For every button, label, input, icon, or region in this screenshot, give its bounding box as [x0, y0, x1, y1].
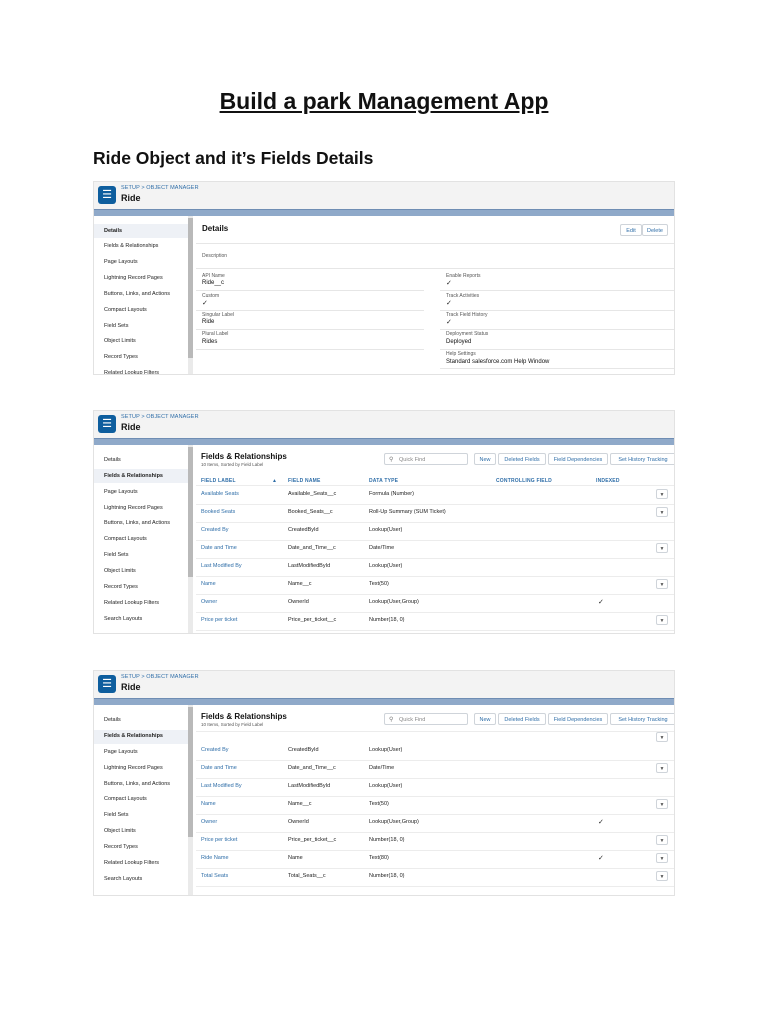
field-name-cell: LastModifiedById [288, 783, 331, 789]
sidebar-item-field-sets[interactable]: Field Sets [104, 552, 129, 558]
field-dependencies-button[interactable]: Field Dependencies [548, 453, 608, 465]
sidebar-item-search-layouts[interactable]: Search Layouts [104, 876, 143, 882]
scrollbar-thumb[interactable] [188, 218, 193, 358]
field-name-cell: Available_Seats__c [288, 491, 337, 497]
field-name-cell: Name [288, 855, 303, 861]
sidebar-item-details[interactable]: Details [104, 457, 121, 463]
sidebar-item-lightning-pages[interactable]: Lightning Record Pages [104, 765, 163, 771]
row-divider [196, 778, 674, 779]
deployment-status-value: Deployed [446, 339, 472, 345]
sidebar-scrollbar[interactable] [188, 705, 193, 895]
singular-label-label: Singular Label [202, 312, 234, 318]
check-icon: ✓ [446, 319, 452, 326]
sidebar-item-fields[interactable]: Fields & Relationships [104, 733, 163, 739]
search-placeholder: Quick Find [399, 457, 426, 463]
track-activities-label: Track Activities [446, 293, 480, 299]
field-name-cell: CreatedById [288, 747, 319, 753]
field-name-cell: OwnerId [288, 599, 309, 605]
deleted-fields-button[interactable]: Deleted Fields [498, 713, 546, 725]
track-field-history-label: Track Field History [446, 312, 488, 318]
object-name: Ride [121, 422, 141, 432]
field-label-link[interactable]: Name [201, 581, 216, 587]
breadcrumb[interactable]: SETUP > OBJECT MANAGER [121, 185, 199, 191]
row-divider [196, 504, 674, 505]
setup-sidebar [94, 705, 192, 895]
layers-icon: ☰ [98, 675, 116, 693]
field-name-cell: OwnerId [288, 819, 309, 825]
sidebar-item-page-layouts[interactable]: Page Layouts [104, 259, 138, 265]
quick-find-input[interactable] [384, 453, 468, 465]
details-panel [196, 216, 674, 374]
sidebar-item-buttons[interactable]: Buttons, Links, and Actions [104, 520, 171, 526]
check-icon: ✓ [202, 300, 208, 307]
row-divider [196, 540, 674, 541]
fields-panel [196, 705, 674, 895]
description-label: Description [202, 253, 228, 259]
object-header [94, 671, 674, 698]
sort-arrow-icon[interactable]: ▲ [272, 478, 278, 484]
divider [440, 368, 674, 369]
data-type-cell: Text(50) [369, 801, 389, 807]
sidebar-item-lightning-pages[interactable]: Lightning Record Pages [104, 275, 163, 281]
row-divider [196, 612, 674, 613]
field-name-cell: Date_and_Time__c [288, 765, 336, 771]
divider [196, 268, 674, 269]
row-actions-dropdown[interactable]: ▼ [656, 853, 668, 863]
delete-button[interactable]: Delete [642, 224, 668, 236]
field-name-cell: Price_per_ticket__c [288, 837, 337, 843]
divider [440, 310, 674, 311]
row-actions-dropdown[interactable]: ▼ [656, 871, 668, 881]
help-settings-label: Help Settings [446, 351, 476, 357]
column-header-controlling-field[interactable]: CONTROLLING FIELD [496, 478, 552, 484]
object-header [94, 182, 674, 209]
fields-screenshot-scrolled [93, 670, 675, 896]
panel-title: Fields & Relationships [201, 712, 287, 721]
field-dependencies-button[interactable]: Field Dependencies [548, 713, 608, 725]
section-title: Ride Object and it’s Fields Details [93, 148, 374, 168]
divider [196, 310, 424, 311]
sidebar-scrollbar[interactable] [188, 445, 193, 633]
field-label-link[interactable]: Date and Time [201, 765, 237, 771]
field-name-cell: Booked_Seats__c [288, 509, 333, 515]
row-divider [196, 796, 674, 797]
data-type-cell: Lookup(User) [369, 747, 403, 753]
check-icon: ✓ [446, 300, 452, 307]
field-label-link[interactable]: Last Modified By [201, 783, 242, 789]
row-divider [196, 760, 674, 761]
sidebar-item-buttons[interactable]: Buttons, Links, and Actions [104, 781, 171, 787]
object-name: Ride [121, 193, 141, 203]
row-actions-dropdown[interactable]: ▼ [656, 732, 668, 742]
header-divider [196, 485, 674, 486]
field-label-link[interactable]: Available Seats [201, 491, 239, 497]
custom-label: Custom [202, 293, 220, 299]
column-header-field-name[interactable]: FIELD NAME [288, 478, 321, 484]
field-label-link[interactable]: Total Seats [201, 873, 229, 879]
data-type-cell: Text(50) [369, 581, 389, 587]
panel-subtitle: 10 Items, Sorted by Field Label [201, 722, 264, 727]
divider [196, 290, 424, 291]
indexed-check-icon: ✓ [598, 599, 604, 606]
divider [440, 329, 674, 330]
row-actions-dropdown[interactable]: ▼ [656, 543, 668, 553]
check-icon: ✓ [446, 280, 452, 287]
field-name-cell: CreatedById [288, 527, 319, 533]
breadcrumb[interactable]: SETUP > OBJECT MANAGER [121, 414, 199, 420]
row-actions-dropdown[interactable]: ▼ [656, 763, 668, 773]
sidebar-item-object-limits[interactable]: Object Limits [104, 568, 136, 574]
set-history-tracking-button[interactable]: Set History Tracking [610, 713, 675, 725]
field-name-cell: Date_and_Time__c [288, 545, 336, 551]
fields-screenshot-top [93, 410, 675, 634]
field-name-cell: Name__c [288, 581, 312, 587]
row-divider [196, 814, 674, 815]
sidebar-item-object-limits[interactable]: Object Limits [104, 828, 136, 834]
row-divider [196, 886, 674, 887]
data-type-cell: Formula (Number) [369, 491, 414, 497]
column-header-data-type[interactable]: DATA TYPE [369, 478, 399, 484]
row-divider [196, 576, 674, 577]
row-divider [196, 630, 674, 631]
search-placeholder: Quick Find [399, 717, 426, 723]
help-settings-value: Standard salesforce.com Help Window [446, 359, 550, 365]
breadcrumb[interactable]: SETUP > OBJECT MANAGER [121, 674, 199, 680]
divider [196, 349, 424, 350]
sidebar-item-compact-layouts[interactable]: Compact Layouts [104, 307, 147, 313]
sidebar-item-page-layouts[interactable]: Page Layouts [104, 489, 138, 495]
deployment-status-label: Deployment Status [446, 331, 489, 337]
divider [196, 329, 424, 330]
field-label-link[interactable]: Created By [201, 747, 229, 753]
divider [440, 349, 674, 350]
layers-icon: ☰ [98, 415, 116, 433]
row-actions-dropdown[interactable]: ▼ [656, 835, 668, 845]
panel-title: Fields & Relationships [201, 452, 287, 461]
column-header-indexed[interactable]: INDEXED [596, 478, 620, 484]
plural-label-label: Plural Label [202, 331, 229, 337]
divider [196, 243, 674, 244]
sidebar-item-record-types[interactable]: Record Types [104, 354, 138, 360]
singular-label-value: Ride [202, 319, 215, 325]
object-name: Ride [121, 682, 141, 692]
field-label-link[interactable]: Owner [201, 819, 218, 825]
data-type-cell: Lookup(User) [369, 563, 403, 569]
column-header-field-label[interactable]: FIELD LABEL [201, 478, 236, 484]
row-divider [196, 868, 674, 869]
search-icon: ⚲ [389, 717, 394, 723]
sidebar-item-field-sets[interactable]: Field Sets [104, 323, 129, 329]
quick-find-input[interactable] [384, 713, 468, 725]
field-label-link[interactable]: Date and Time [201, 545, 237, 551]
field-name-cell: Name__c [288, 801, 312, 807]
api-name-label: API Name [202, 273, 225, 279]
field-name-cell: Price_per_ticket__c [288, 617, 337, 623]
data-type-cell: Roll-Up Summary (SUM Ticket) [369, 509, 446, 515]
field-name-cell: LastModifiedById [288, 563, 331, 569]
data-type-cell: Text(80) [369, 855, 389, 861]
set-history-tracking-button[interactable]: Set History Tracking [610, 453, 675, 465]
sidebar-item-lookup-filters[interactable]: Related Lookup Filters [104, 370, 160, 375]
sidebar-item-fields[interactable]: Fields & Relationships [104, 243, 159, 249]
row-divider [196, 522, 674, 523]
data-type-cell: Date/Time [369, 765, 395, 771]
sidebar-item-buttons[interactable]: Buttons, Links, and Actions [104, 291, 171, 297]
row-divider [196, 594, 674, 595]
data-type-cell: Lookup(User,Group) [369, 599, 419, 605]
edit-button[interactable]: Edit [620, 224, 642, 236]
sidebar-item-fields[interactable]: Fields & Relationships [104, 473, 163, 479]
row-actions-dropdown[interactable]: ▼ [656, 615, 668, 625]
object-header [94, 411, 674, 438]
field-label-link[interactable]: Booked Seats [201, 509, 236, 515]
data-type-cell: Number(18, 0) [369, 873, 405, 879]
data-type-cell: Lookup(User) [369, 783, 403, 789]
fields-panel [196, 445, 674, 633]
document-title: Build a park Management App [219, 88, 549, 114]
row-divider [196, 832, 674, 833]
field-label-link[interactable]: Price per ticket [201, 617, 238, 623]
field-label-link[interactable]: Created By [201, 527, 229, 533]
field-label-link[interactable]: Last Modified By [201, 563, 242, 569]
setup-sidebar [94, 445, 192, 633]
setup-sidebar [94, 216, 192, 374]
deleted-fields-button[interactable]: Deleted Fields [498, 453, 546, 465]
header-divider [196, 731, 674, 732]
data-type-cell: Number(18, 0) [369, 837, 405, 843]
sidebar-item-record-types[interactable]: Record Types [104, 584, 138, 590]
plural-label-value: Rides [202, 339, 218, 345]
new-button[interactable]: New [474, 713, 496, 725]
sidebar-item-object-limits[interactable]: Object Limits [104, 338, 136, 344]
divider [440, 290, 674, 291]
row-actions-dropdown[interactable]: ▼ [656, 489, 668, 499]
panel-subtitle: 10 Items, Sorted by Field Label [201, 462, 264, 467]
indexed-check-icon: ✓ [598, 819, 604, 826]
indexed-check-icon: ✓ [598, 855, 604, 862]
enable-reports-label: Enable Reports [446, 273, 481, 279]
row-actions-dropdown[interactable]: ▼ [656, 579, 668, 589]
field-label-link[interactable]: Owner [201, 599, 218, 605]
panel-title: Details [202, 224, 229, 233]
row-divider [196, 850, 674, 851]
field-label-link[interactable]: Price per ticket [201, 837, 238, 843]
header-band [94, 438, 674, 445]
field-name-cell: Total_Seats__c [288, 873, 326, 879]
sidebar-item-lightning-pages[interactable]: Lightning Record Pages [104, 505, 163, 511]
scrollbar-thumb[interactable] [188, 447, 193, 577]
details-screenshot [93, 181, 675, 375]
row-divider [196, 558, 674, 559]
data-type-cell: Date/Time [369, 545, 395, 551]
sidebar-item-record-types[interactable]: Record Types [104, 844, 138, 850]
data-type-cell: Lookup(User) [369, 527, 403, 533]
sidebar-item-lookup-filters[interactable]: Related Lookup Filters [104, 600, 160, 606]
sidebar-item-compact-layouts[interactable]: Compact Layouts [104, 536, 147, 542]
sidebar-item-field-sets[interactable]: Field Sets [104, 812, 129, 818]
header-band [94, 209, 674, 216]
api-name-value: Ride__c [202, 280, 225, 286]
field-label-link[interactable]: Name [201, 801, 216, 807]
data-type-cell: Lookup(User,Group) [369, 819, 419, 825]
sidebar-item-search-layouts[interactable]: Search Layouts [104, 616, 143, 622]
sidebar-item-compact-layouts[interactable]: Compact Layouts [104, 796, 147, 802]
field-label-link[interactable]: Ride Name [201, 855, 229, 861]
sidebar-item-details[interactable]: Details [104, 717, 121, 723]
sidebar-item-details[interactable]: Details [104, 228, 123, 234]
scrollbar-thumb[interactable] [188, 707, 193, 837]
sidebar-scrollbar[interactable] [188, 216, 193, 374]
new-button[interactable]: New [474, 453, 496, 465]
row-actions-dropdown[interactable]: ▼ [656, 507, 668, 517]
layers-icon: ☰ [98, 186, 116, 204]
search-icon: ⚲ [389, 457, 394, 463]
row-actions-dropdown[interactable]: ▼ [656, 799, 668, 809]
sidebar-item-page-layouts[interactable]: Page Layouts [104, 749, 138, 755]
header-band [94, 698, 674, 705]
data-type-cell: Number(18, 0) [369, 617, 405, 623]
sidebar-item-lookup-filters[interactable]: Related Lookup Filters [104, 860, 160, 866]
